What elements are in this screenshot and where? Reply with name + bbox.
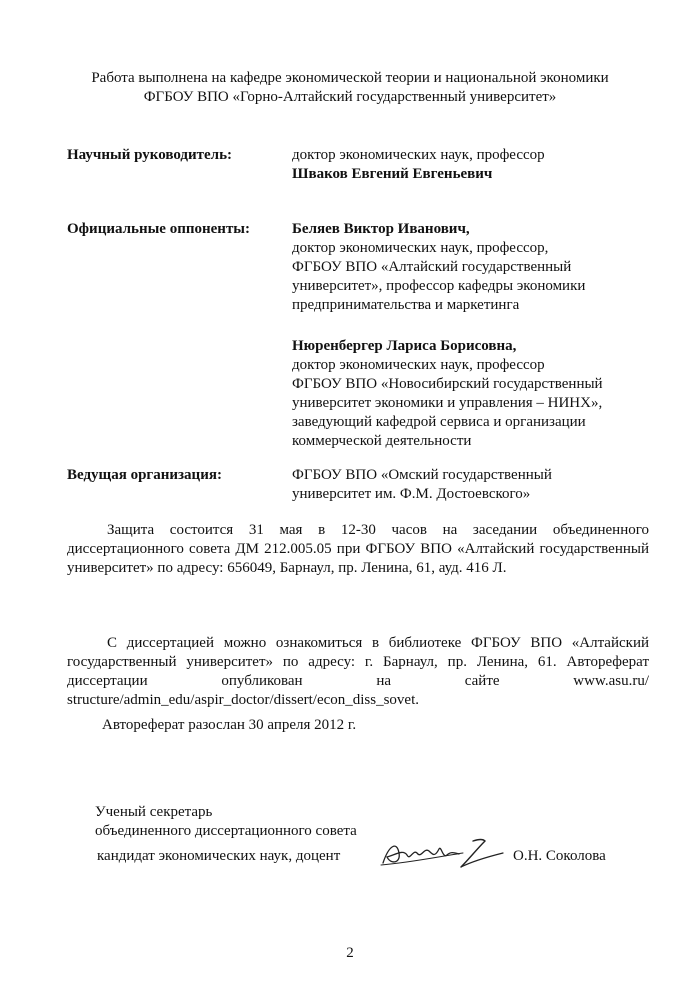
opponent-first-name: Беляев Виктор Иванович,	[292, 221, 470, 237]
supervisor-name: Шваков Евгений Евгеньевич	[292, 166, 493, 182]
library-text: С диссертацией можно ознакомиться в библиотеке ФГБОУ ВПО «Алтайский государственный университет» по адресу: г. Барнаул, пр. Ленина, 61. Автореферат диссертации опубликован на сайте www.asu.ru/	[67, 635, 649, 689]
handwritten-signature-icon	[377, 835, 507, 871]
lead-organization-line: университет им. Ф.М. Достоевского»	[292, 486, 531, 502]
opponent-second	[292, 337, 652, 451]
header-line-university: ФГБОУ ВПО «Горно-Алтайский государственный университет»	[143, 89, 557, 105]
page-number: 2	[346, 945, 354, 961]
secretary-signature-row	[95, 841, 655, 871]
opponents-label: Официальные оппоненты:	[67, 221, 251, 237]
supervisor-title: доктор экономических наук, профессор	[292, 147, 545, 163]
defense-paragraph	[67, 521, 649, 578]
library-paragraph	[67, 634, 649, 710]
lead-organization-label: Ведущая организация:	[67, 467, 222, 483]
opponent-second-name: Нюренбергер Лариса Борисовна,	[292, 338, 517, 354]
opponent-second-line: ФГБОУ ВПО «Новосибирский государственный	[292, 376, 603, 392]
supervisor-details	[292, 146, 652, 184]
lead-organization-line: ФГБОУ ВПО «Омский государственный	[292, 467, 552, 483]
opponent-second-line: доктор экономических наук, профессор	[292, 357, 545, 373]
defense-text: Защита состоится 31 мая в 12-30 часов на заседании объединенного диссертационного совета ДМ 212.005.05 при ФГБОУ ВПО «Алтайский государственный университет» по адресу: 656049, Барнаул, пр. Ленина, 61, ауд. 416 Л.	[67, 522, 649, 576]
lead-organization-details	[292, 466, 652, 504]
secretary-name: О.Н. Соколова	[513, 848, 606, 864]
library-url: structure/admin_edu/aspir_doctor/dissert/econ_diss_sovet.	[67, 692, 420, 708]
opponent-second-line: университет экономики и управления – НИНХ»,	[292, 395, 603, 411]
opponent-first-line: предпринимательства и маркетинга	[292, 297, 520, 313]
header-line-department: Работа выполнена на кафедре экономической теории и национальной экономики	[91, 70, 609, 86]
opponent-first-line: ФГБОУ ВПО «Алтайский государственный	[292, 259, 572, 275]
secretary-role: Ученый секретарь	[95, 804, 213, 820]
sent-text: Автореферат разослан 30 апреля 2012 г.	[102, 717, 357, 733]
opponent-first-line: доктор экономических наук, профессор,	[292, 240, 549, 256]
opponent-second-line: коммерческой деятельности	[292, 433, 472, 449]
secretary-council: объединенного диссертационного совета	[95, 823, 357, 839]
secretary-degree: кандидат экономических наук, доцент	[97, 848, 341, 864]
sent-paragraph	[67, 716, 649, 735]
opponent-second-line: заведующий кафедрой сервиса и организации	[292, 414, 586, 430]
opponent-first-line: университет», профессор кафедры экономики	[292, 278, 586, 294]
secretary-block	[95, 803, 655, 871]
header	[40, 69, 660, 107]
supervisor-label: Научный руководитель:	[67, 147, 232, 163]
opponent-first	[292, 220, 652, 315]
